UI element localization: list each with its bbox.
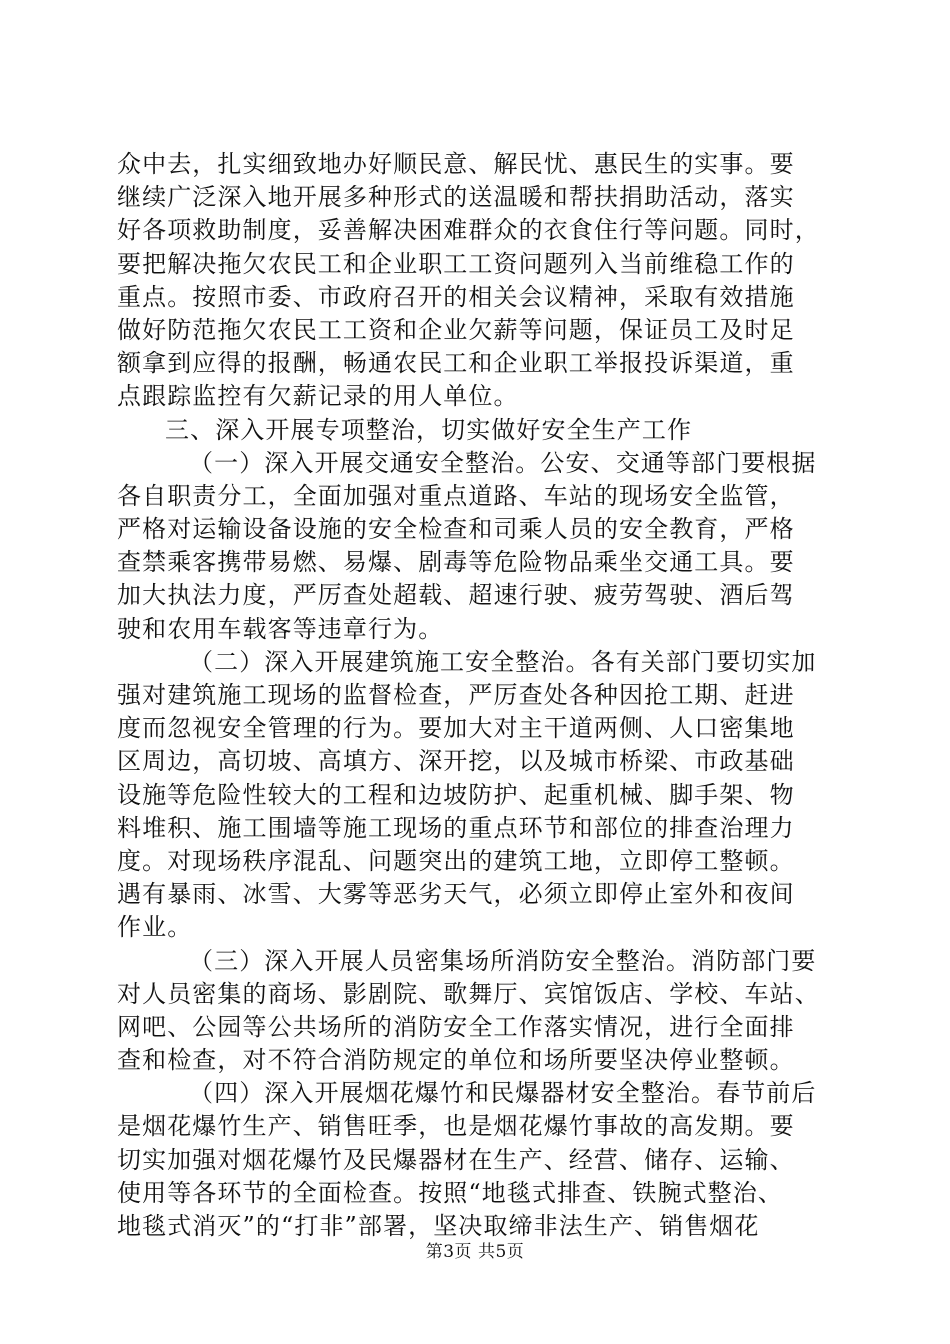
subsection-heading-line: （三）深入开展人员密集场所消防安全整治。消防部门要 — [189, 946, 817, 975]
text-line: 作业。 — [117, 913, 193, 942]
text-line: 区周边，高切坡、高填方、深开挖，以及城市桥梁、市政基础 — [117, 747, 795, 776]
section-heading: 三、深入开展专项整治，切实做好安全生产工作 — [165, 415, 693, 444]
text-line: 是烟花爆竹生产、销售旺季，也是烟花爆竹事故的高发期。要 — [117, 1112, 795, 1141]
text-line: 查禁乘客携带易燃、易爆、剧毒等危险物品乘坐交通工具。要 — [117, 548, 795, 577]
subsection-heading-line: （四）深入开展烟花爆竹和民爆器材安全整治。春节前后 — [189, 1079, 817, 1108]
text-line: 各自职责分工，全面加强对重点道路、车站的现场安全监管， — [117, 481, 795, 510]
subsection-heading-line: （一）深入开展交通安全整治。公安、交通等部门要根据 — [189, 448, 817, 477]
text-line: 设施等危险性较大的工程和边坡防护、起重机械、脚手架、物 — [117, 780, 795, 809]
text-line: 重点。按照市委、市政府召开的相关会议精神，采取有效措施 — [117, 282, 795, 311]
text-line: 对人员密集的商场、影剧院、歌舞厅、宾馆饭店、学校、车站、 — [117, 979, 820, 1008]
text-line: 加大执法力度，严厉查处超载、超速行驶、疲劳驾驶、酒后驾 — [117, 581, 795, 610]
document-body — [117, 148, 837, 1243]
text-line: 强对建筑施工现场的监督检查，严厉查处各种因抢工期、赶进 — [117, 681, 795, 709]
text-line: 网吧、公园等公共场所的消防安全工作落实情况，进行全面排 — [117, 1012, 795, 1041]
text-line: 众中去，扎实细致地办好顺民意、解民忧、惠民生的实事。要 — [117, 150, 795, 178]
text-line: 遇有暴雨、冰雪、大雾等恶劣天气，必须立即停止室外和夜间 — [117, 880, 795, 909]
text-line: 使用等各环节的全面检查。按照“地毯式排查、铁腕式整治、 — [117, 1178, 783, 1207]
text-line: 地毯式消灭”的“打非”部署，坚决取缔非法生产、销售烟花 — [117, 1212, 760, 1240]
text-line: 驶和农用车载客等违章行为。 — [117, 614, 444, 643]
text-line: 要把解决拖欠农民工和企业职工工资问题列入当前维稳工作的 — [117, 249, 795, 278]
text-line: 好各项救助制度，妥善解决困难群众的衣食住行等问题。同时， — [117, 216, 820, 245]
text-line: 度而忽视安全管理的行为。要加大对主干道两侧、人口密集地 — [117, 714, 795, 743]
text-line: 严格对运输设备设施的安全检查和司乘人员的安全教育，严格 — [117, 515, 795, 544]
page-number-footer: 第3页 共5页 — [425, 1242, 525, 1262]
text-line: 点跟踪监控有欠薪记录的用人单位。 — [117, 382, 519, 411]
subsection-heading-line: （二）深入开展建筑施工安全整治。各有关部门要切实加 — [189, 647, 817, 676]
text-line: 继续广泛深入地开展多种形式的送温暖和帮扶捐助活动，落实 — [117, 183, 795, 212]
text-line: 查和检查，对不符合消防规定的单位和场所要坚决停业整顿。 — [117, 1046, 795, 1075]
text-line: 度。对现场秩序混乱、问题突出的建筑工地，立即停工整顿。 — [117, 846, 795, 875]
text-line: 切实加强对烟花爆竹及民爆器材在生产、经营、储存、运输、 — [117, 1145, 795, 1174]
text-line: 料堆积、施工围墙等施工现场的重点环节和部位的排查治理力 — [117, 813, 795, 842]
text-line: 额拿到应得的报酬，畅通农民工和企业职工举报投诉渠道，重 — [117, 349, 795, 378]
text-line: 做好防范拖欠农民工工资和企业欠薪等问题，保证员工及时足 — [117, 315, 795, 344]
